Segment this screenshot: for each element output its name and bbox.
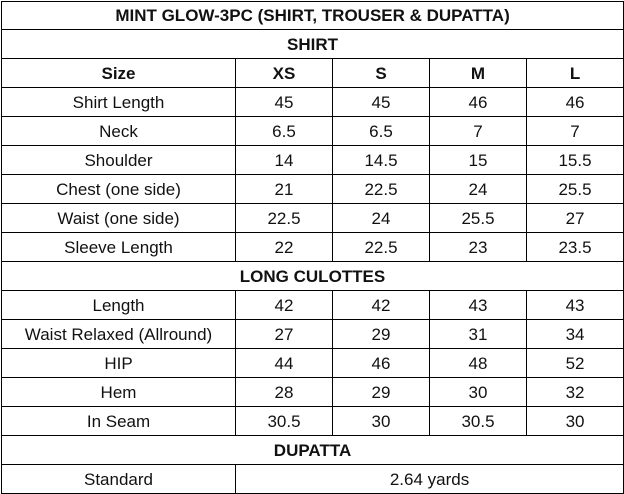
row-label: Chest (one side) [2,175,236,204]
cell-value: 23 [430,233,527,262]
cell-value: 15.5 [527,146,624,175]
cell-value: 27 [236,320,333,349]
size-header-l: L [527,59,624,88]
section-row-long-culottes [2,262,624,291]
cell-value: 52 [527,349,624,378]
cell-value: 6.5 [236,117,333,146]
cell-value: 48 [430,349,527,378]
cell-value: 30 [333,407,430,436]
cell-value: 25.5 [430,204,527,233]
cell-value: 32 [527,378,624,407]
cell-value: 46 [333,349,430,378]
cell-value: 2.64 yards [236,465,624,494]
cell-value: 22 [236,233,333,262]
cell-value: 34 [527,320,624,349]
row-label: Shoulder [2,146,236,175]
cell-value: 45 [236,88,333,117]
row-label: Waist (one side) [2,204,236,233]
cell-value: 27 [527,204,624,233]
row-label: Length [2,291,236,320]
row-label: Standard [2,465,236,494]
cell-value: 22.5 [236,204,333,233]
cell-value: 21 [236,175,333,204]
cell-value: 45 [333,88,430,117]
cell-value: 25.5 [527,175,624,204]
cell-value: 6.5 [333,117,430,146]
size-header-m: M [430,59,527,88]
size-chart-table [1,1,624,494]
cell-value: 43 [527,291,624,320]
cell-value: 42 [236,291,333,320]
section-title-dupatta: DUPATTA [2,436,624,465]
table-row [2,233,624,262]
cell-value: 43 [430,291,527,320]
row-label: In Seam [2,407,236,436]
cell-value: 31 [430,320,527,349]
row-label: Sleeve Length [2,233,236,262]
section-title-shirt: SHIRT [2,30,624,59]
table-row [2,291,624,320]
size-header-row [2,59,624,88]
cell-value: 30.5 [430,407,527,436]
section-row-shirt [2,30,624,59]
row-label: Hem [2,378,236,407]
section-row-dupatta [2,436,624,465]
cell-value: 28 [236,378,333,407]
size-header-label: Size [2,59,236,88]
cell-value: 22.5 [333,233,430,262]
cell-value: 7 [430,117,527,146]
cell-value: 42 [333,291,430,320]
cell-value: 44 [236,349,333,378]
table-row [2,407,624,436]
cell-value: 15 [430,146,527,175]
table-row [2,320,624,349]
table-row [2,175,624,204]
table-row [2,88,624,117]
table-row [2,117,624,146]
cell-value: 30 [430,378,527,407]
cell-value: 7 [527,117,624,146]
table-row [2,204,624,233]
row-label: HIP [2,349,236,378]
cell-value: 29 [333,320,430,349]
table-row [2,349,624,378]
cell-value: 23.5 [527,233,624,262]
cell-value: 46 [527,88,624,117]
cell-value: 29 [333,378,430,407]
table-row [2,465,624,494]
cell-value: 14 [236,146,333,175]
cell-value: 24 [333,204,430,233]
table-row [2,146,624,175]
row-label: Shirt Length [2,88,236,117]
size-header-s: S [333,59,430,88]
title-row [2,2,624,30]
cell-value: 46 [430,88,527,117]
row-label: Neck [2,117,236,146]
section-title-long-culottes: LONG CULOTTES [2,262,624,291]
cell-value: 30 [527,407,624,436]
cell-value: 24 [430,175,527,204]
cell-value: 30.5 [236,407,333,436]
table-row [2,378,624,407]
cell-value: 22.5 [333,175,430,204]
cell-value: 14.5 [333,146,430,175]
table-title: MINT GLOW-3PC (SHIRT, TROUSER & DUPATTA) [2,2,624,30]
size-header-xs: XS [236,59,333,88]
row-label: Waist Relaxed (Allround) [2,320,236,349]
